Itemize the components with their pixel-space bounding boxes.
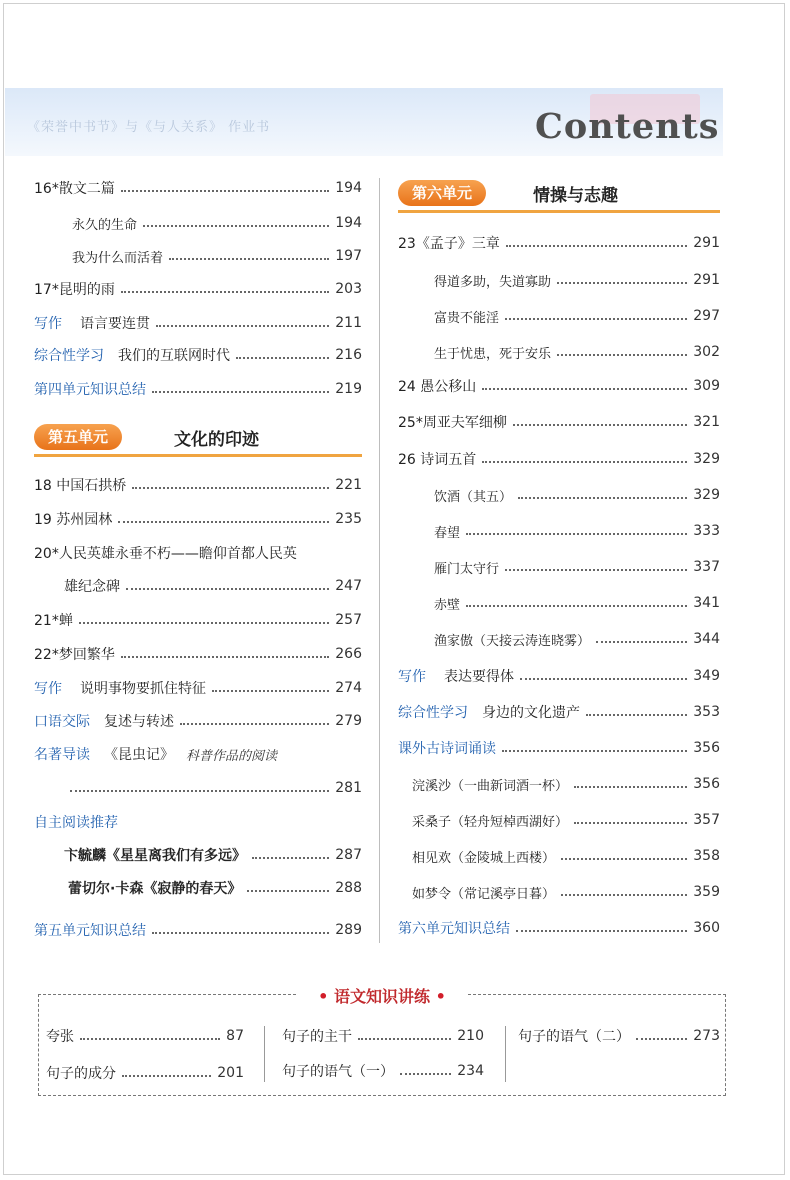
toc-entry[interactable]: [34, 175, 362, 201]
knowledge-item[interactable]: [46, 1060, 244, 1086]
toc-entry-title: 自主阅读推荐: [34, 815, 118, 831]
toc-entry-title: 课外古诗词诵读: [398, 741, 496, 757]
toc-entry-label: 名著导读: [34, 747, 90, 763]
toc-entry-title: 表达要得体: [444, 669, 514, 685]
toc-entry-title: 雁门太守行: [434, 561, 500, 577]
header-faint-text: 《荣誉中书节》与《与人关系》 作业书: [27, 120, 271, 135]
toc-entry-title: 饮酒（其五）: [434, 489, 513, 505]
unit-label: 第五单元: [34, 424, 122, 450]
toc-entry[interactable]: [412, 807, 720, 833]
toc-entry[interactable]: [34, 741, 362, 767]
toc-entry-page: 194: [335, 215, 362, 231]
toc-entry-page: 302: [693, 344, 720, 360]
toc-entry[interactable]: [434, 303, 720, 329]
toc-entry-page: 247: [335, 578, 362, 594]
knowledge-item[interactable]: [518, 1023, 720, 1049]
toc-entry-page: 353: [693, 704, 720, 720]
toc-entry[interactable]: [434, 267, 720, 293]
toc-entry[interactable]: [434, 482, 720, 508]
toc-entry-title: 生于忧患，死于安乐: [434, 346, 552, 362]
toc-entry[interactable]: [398, 446, 720, 472]
toc-entry-page: 216: [335, 347, 362, 363]
toc-entry[interactable]: [398, 699, 720, 725]
toc-entry-page: 266: [335, 646, 362, 662]
toc-entry[interactable]: [434, 626, 720, 652]
toc-entry[interactable]: [34, 540, 362, 566]
toc-entry[interactable]: [412, 843, 720, 869]
toc-entry-title: 18 中国石拱桥: [34, 478, 127, 494]
unit-title: 文化的印迹: [174, 430, 259, 450]
toc-entry-page: 356: [693, 776, 720, 792]
toc-entry[interactable]: [398, 663, 720, 689]
toc-entry-page: 291: [693, 235, 720, 251]
toc-entry-title: 25*周亚夫军细柳: [398, 415, 507, 431]
toc-entry-title: 19 苏州园林: [34, 512, 113, 528]
toc-entry[interactable]: [398, 230, 720, 256]
toc-entry-title: 23《孟子》三章: [398, 236, 500, 252]
toc-entry[interactable]: [64, 842, 362, 868]
unit-title: 情操与志趣: [533, 186, 618, 206]
toc-entry-page: 197: [335, 248, 362, 264]
knowledge-item-page: 210: [457, 1028, 484, 1044]
toc-entry-page: 341: [693, 595, 720, 611]
knowledge-item-page: 234: [457, 1063, 484, 1079]
toc-entry-page: 221: [335, 477, 362, 493]
toc-entry-page: 257: [335, 612, 362, 628]
toc-entry[interactable]: [72, 210, 362, 236]
toc-entry-page: 309: [693, 378, 720, 394]
toc-entry-page: 194: [335, 180, 362, 196]
toc-entry-page: 288: [335, 880, 362, 896]
toc-entry-title: 24 愚公移山: [398, 379, 477, 395]
toc-entry[interactable]: [434, 590, 720, 616]
knowledge-box-separator: [264, 1026, 265, 1082]
toc-entry[interactable]: [34, 342, 362, 368]
toc-entry-title: 第四单元知识总结: [34, 382, 146, 398]
toc-entry-page: 297: [693, 308, 720, 324]
toc-entry-title: 说明事物要抓住特征: [80, 681, 206, 697]
knowledge-box-separator: [505, 1026, 506, 1082]
toc-entry-title: 我为什么而活着: [72, 250, 164, 266]
toc-entry[interactable]: [398, 409, 720, 435]
contents-header: [5, 88, 723, 156]
toc-entry-handwritten-note: 科普作品的阅读: [186, 748, 278, 764]
toc-entry-title: 渔家傲（天接云涛连晓雾）: [434, 633, 591, 649]
toc-entry-page: 329: [693, 487, 720, 503]
toc-entry[interactable]: [64, 875, 362, 901]
toc-entry-title: 26 诗词五首: [398, 452, 477, 468]
toc-entry-page: 349: [693, 668, 720, 684]
toc-entry-page: 360: [693, 920, 720, 936]
toc-entry-title: 第六单元知识总结: [398, 921, 510, 937]
knowledge-item-page: 273: [693, 1028, 720, 1044]
toc-entry[interactable]: [34, 506, 362, 532]
toc-entry[interactable]: [398, 735, 720, 761]
toc-entry-title: 身边的文化遗产: [482, 705, 580, 721]
toc-entry-page: 356: [693, 740, 720, 756]
toc-entry[interactable]: [64, 573, 362, 599]
knowledge-item-page: 201: [217, 1065, 244, 1081]
toc-entry-label: 口语交际: [34, 714, 90, 730]
toc-entry[interactable]: [72, 243, 362, 269]
toc-entry-page: 219: [335, 381, 362, 397]
section-heading: [34, 809, 362, 835]
toc-entry[interactable]: [34, 708, 362, 734]
toc-entry-page: 358: [693, 848, 720, 864]
toc-entry[interactable]: [398, 373, 720, 399]
toc-entry[interactable]: [34, 376, 362, 402]
toc-entry-title: 《昆虫记》: [104, 747, 174, 763]
toc-entry-label: 综合性学习: [398, 705, 468, 721]
toc-entry-page: 337: [693, 559, 720, 575]
toc-entry-title: 如梦令（常记溪亭日暮）: [412, 886, 556, 902]
knowledge-item-title: 句子的语气（二）: [518, 1029, 630, 1045]
unit-header: [398, 180, 720, 210]
toc-entry-page: 235: [335, 511, 362, 527]
toc-entry-title: 复述与转述: [104, 714, 174, 730]
knowledge-item-title: 句子的主干: [282, 1029, 352, 1045]
toc-entry[interactable]: [412, 771, 720, 797]
toc-entry[interactable]: [34, 310, 362, 336]
knowledge-item-title: 句子的成分: [46, 1066, 116, 1082]
toc-entry-page: 321: [693, 414, 720, 430]
toc-entry-page: 289: [335, 922, 362, 938]
toc-entry-page: 279: [335, 713, 362, 729]
toc-entry[interactable]: [434, 339, 720, 365]
toc-entry-title: 20*人民英雄永垂不朽——瞻仰首都人民英: [34, 546, 297, 562]
toc-entry-title: 得道多助，失道寡助: [434, 274, 552, 290]
knowledge-item[interactable]: [282, 1058, 484, 1084]
toc-entry[interactable]: [34, 607, 362, 633]
toc-entry-title: 语言要连贯: [80, 316, 150, 332]
toc-entry-page: 359: [693, 884, 720, 900]
toc-entry-title: 17*昆明的雨: [34, 282, 115, 298]
toc-entry-title: 16*散文二篇: [34, 181, 115, 197]
knowledge-item[interactable]: [282, 1023, 484, 1049]
toc-entry-page: 211: [335, 315, 362, 331]
toc-entry-page: 357: [693, 812, 720, 828]
toc-entry[interactable]: [434, 554, 720, 580]
unit-label: 第六单元: [398, 180, 486, 206]
toc-entry-title: 卞毓麟《星星离我们有多远》: [64, 848, 246, 864]
toc-entry-label: 写作: [398, 669, 426, 685]
toc-entry-title: 我们的互联网时代: [118, 348, 230, 364]
toc-entry[interactable]: [64, 775, 362, 801]
toc-entry[interactable]: [34, 472, 362, 498]
toc-entry-title: 21*蝉: [34, 613, 73, 629]
toc-entry-title: 22*梦回繁华: [34, 647, 115, 663]
knowledge-item-page: 87: [226, 1028, 244, 1044]
toc-entry-page: 329: [693, 451, 720, 467]
toc-entry-page: 281: [335, 780, 362, 796]
toc-entry[interactable]: [398, 915, 720, 941]
knowledge-item[interactable]: [46, 1023, 244, 1049]
unit-rule: [398, 210, 720, 213]
toc-entry-title: 赤壁: [434, 597, 461, 613]
toc-entry[interactable]: [34, 641, 362, 667]
toc-entry-label: 综合性学习: [34, 348, 104, 364]
toc-entry-label: 写作: [34, 681, 62, 697]
toc-entry-title: 富贵不能淫: [434, 310, 500, 326]
toc-entry-title: 永久的生命: [72, 217, 138, 233]
toc-entry-title: 蕾切尔·卡森《寂静的春天》: [68, 881, 242, 897]
knowledge-box-title: • 语文知识讲练 •: [296, 984, 468, 1007]
unit-header: [34, 424, 362, 454]
unit-rule: [34, 454, 362, 457]
toc-entry-title: 雄纪念碑: [64, 579, 120, 595]
toc-entry-page: 333: [693, 523, 720, 539]
toc-entry-label: 写作: [34, 316, 62, 332]
toc-entry[interactable]: [434, 518, 720, 544]
knowledge-item-title: 夸张: [46, 1029, 74, 1045]
toc-entry-page: 274: [335, 680, 362, 696]
toc-entry[interactable]: [34, 675, 362, 701]
toc-entry-title: 浣溪沙（一曲新词酒一杯）: [412, 778, 569, 794]
toc-entry-title: 春望: [434, 525, 461, 541]
toc-entry[interactable]: [412, 879, 720, 905]
toc-entry[interactable]: [34, 276, 362, 302]
knowledge-item-title: 句子的语气（一）: [282, 1064, 394, 1080]
column-divider: [379, 178, 380, 943]
page-title: Contents: [535, 106, 720, 147]
toc-entry-title: 第五单元知识总结: [34, 923, 146, 939]
toc-entry-page: 291: [693, 272, 720, 288]
toc-entry-page: 344: [693, 631, 720, 647]
toc-entry-title: 采桑子（轻舟短棹西湖好）: [412, 814, 569, 830]
toc-entry[interactable]: [34, 917, 362, 943]
toc-entry-page: 287: [335, 847, 362, 863]
toc-entry-title: 相见欢（金陵城上西楼）: [412, 850, 556, 866]
toc-entry-page: 203: [335, 281, 362, 297]
